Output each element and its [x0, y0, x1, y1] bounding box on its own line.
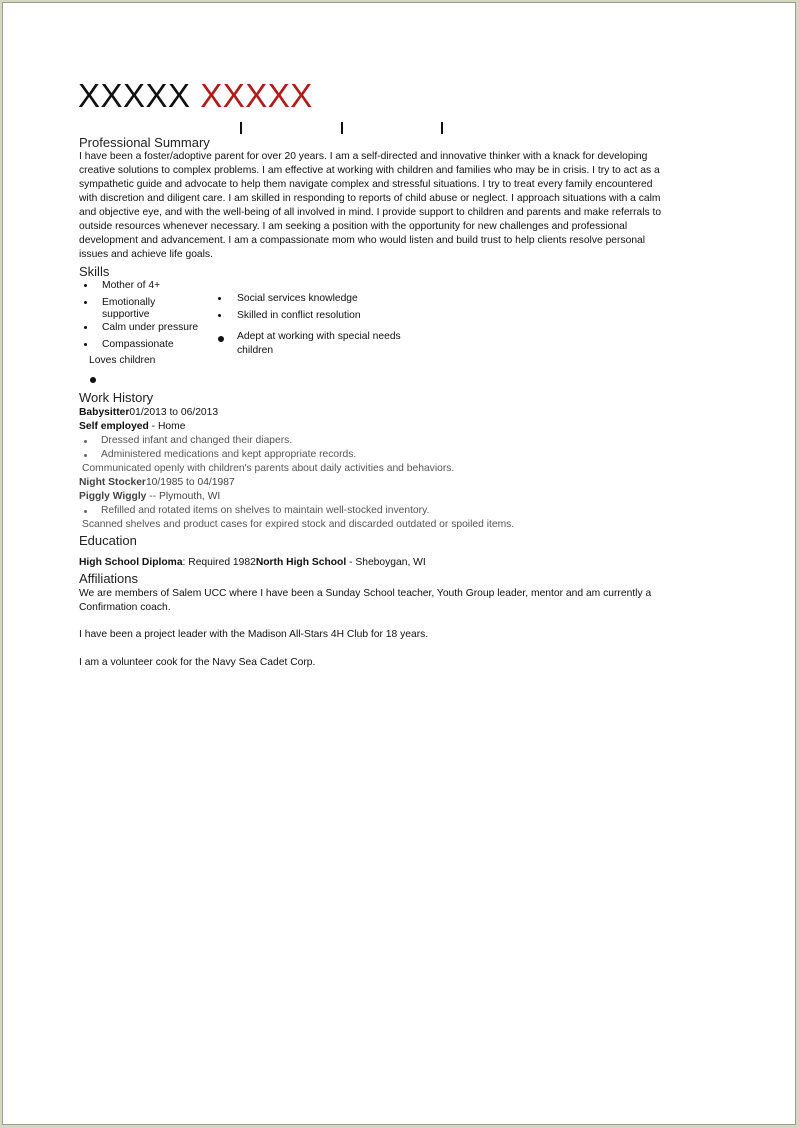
candidate-name	[78, 76, 313, 116]
bullet-icon	[84, 510, 87, 513]
bullet-icon	[84, 326, 87, 329]
job-employer-line	[79, 490, 220, 504]
bullet-icon	[84, 301, 87, 304]
skill-item: Calm under pressure	[102, 322, 199, 333]
bullet-icon	[218, 297, 221, 300]
section-heading-summary: Professional Summary	[79, 135, 210, 150]
bullet-icon	[84, 343, 87, 346]
first-name: XXXXX	[78, 77, 191, 114]
section-heading-work: Work History	[79, 390, 154, 405]
job-duty: Dressed infant and changed their diapers.	[101, 435, 293, 446]
skill-item: Emotionally	[102, 297, 156, 308]
job-title-line	[79, 406, 218, 420]
affiliation-text: I have been a project leader with the Madison All-Stars 4H Club for 18 years.	[79, 629, 429, 640]
header-divider-mark	[341, 122, 343, 134]
job-dates: 10/1985 to 04/1987	[145, 477, 235, 488]
affiliation-text: We are members of Salem UCC where I have been a Sunday School teacher, Youth Group leader, mentor and am currently a Confirmation coach.	[79, 588, 652, 613]
summary-text: I have been a foster/adoptive parent for over 20 years. I am a self-directed and innovative thinker with a knack for developing creative solutions to complex problems. I am effective at working with children and families who may be in crisis. I try to act as a sympathetic guide and advocate to help them navigate complex and stressful situations. I try to treat every family encountered with discretion and diligent care. I am skilled in responding to reports of child abuse or neglect. I approach situations with a calm and objective eye, and with the well-being of all involved in mind. I provide support to children and parents and make referrals to outside resources whenever necessary. I am seeking a position with the opportunity for new challenges and professional development and advancement. I am a compassionate mom who would listen and build trust to help clients resolve personal issues and achieve life goals.	[79, 151, 662, 260]
job-duty: Communicated openly with children's parents about daily activities and behaviors.	[82, 463, 455, 474]
job-duty: Scanned shelves and product cases for expired stock and discarded outdated or spoiled items.	[82, 519, 515, 530]
header-divider-mark	[240, 122, 242, 134]
bullet-icon	[84, 440, 87, 443]
bullet-icon	[90, 377, 96, 383]
skill-item: Adept at working with special needs	[237, 331, 401, 342]
school-name: North High School	[255, 557, 347, 568]
education-entry	[79, 556, 426, 570]
degree: High School Diploma	[79, 557, 183, 568]
skill-item: children	[237, 345, 274, 356]
job-title: Babysitter	[79, 407, 130, 418]
job-employer: Self employed	[79, 421, 149, 432]
skill-item: supportive	[102, 309, 150, 320]
header-divider-mark	[441, 122, 443, 134]
degree-detail: : Required 1982	[182, 557, 256, 568]
job-title: Night Stocker	[79, 477, 146, 488]
section-heading-education: Education	[79, 533, 137, 548]
skill-item: Mother of 4+	[102, 280, 161, 291]
school-location: - Sheboygan, WI	[346, 557, 426, 568]
job-employer: Piggly Wiggly	[79, 491, 147, 502]
skill-item: Social services knowledge	[237, 293, 358, 304]
section-heading-skills: Skills	[79, 264, 110, 279]
job-duty: Administered medications and kept appropriate records.	[101, 449, 357, 460]
section-heading-affiliations: Affiliations	[79, 571, 139, 586]
job-location: -- Plymouth, WI	[146, 491, 221, 502]
job-dates: 01/2013 to 06/2013	[129, 407, 219, 418]
last-name: XXXXX	[200, 77, 313, 114]
job-location: - Home	[148, 421, 186, 432]
job-duty: Refilled and rotated items on shelves to maintain well-stocked inventory.	[101, 505, 430, 516]
skill-item: Compassionate	[102, 339, 174, 350]
job-employer-line	[79, 420, 185, 434]
job-title-line	[79, 476, 235, 490]
bullet-icon	[218, 336, 224, 342]
skill-item: Skilled in conflict resolution	[237, 310, 361, 321]
affiliation-text: I am a volunteer cook for the Navy Sea Cadet Corp.	[79, 657, 316, 668]
bullet-icon	[84, 454, 87, 457]
bullet-icon	[218, 314, 221, 317]
bullet-icon	[84, 284, 87, 287]
skill-item: Loves children	[89, 355, 156, 366]
